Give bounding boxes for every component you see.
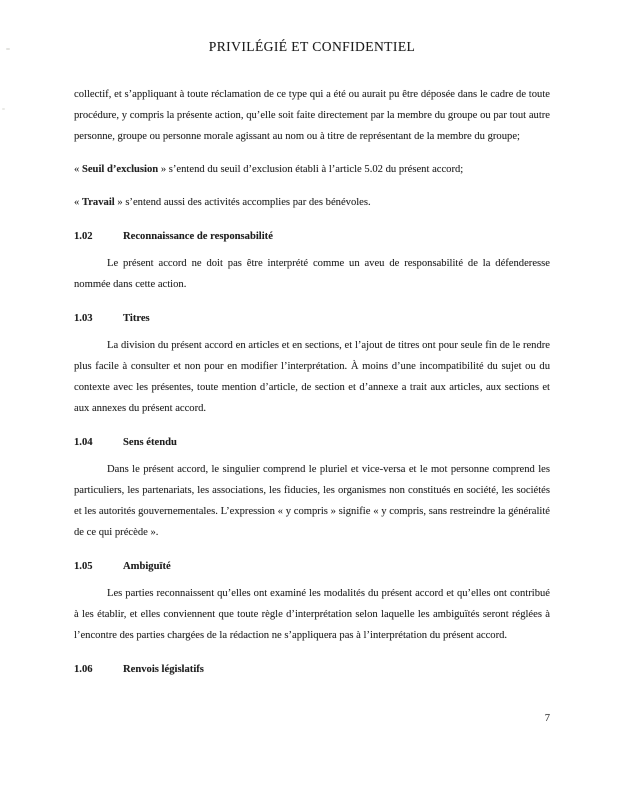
section-number: 1.03: [74, 313, 93, 324]
continuation-paragraph: collectif, et s’appliquant à toute réclamation de ce type qui a été ou aurait pu être déposée dans le cadre de toute procédure, y compris la présente action, qu’elle soit faite directement par la membre du groupe ou par tout autre personne, groupe ou personne morale agissant au nom ou à titre de représentant de la membre du groupe;: [74, 89, 550, 142]
section-1-03: [74, 308, 550, 419]
section-body: Le présent accord ne doit pas être interprété comme un aveu de responsabilité de la défenderesse nommée dans cette action.: [74, 258, 550, 290]
section-1-02: [74, 226, 550, 295]
definition-seuil-exclusion: [74, 159, 550, 180]
section-title: Ambiguïté: [123, 561, 171, 572]
section-1-05: [74, 556, 550, 646]
section-number: 1.02: [74, 231, 93, 242]
section-title: Renvois législatifs: [123, 664, 204, 675]
definition-open-quote: «: [74, 197, 82, 208]
section-number: 1.06: [74, 664, 93, 675]
definition-travail: [74, 192, 550, 213]
definition-open-quote: «: [74, 164, 82, 175]
section-1-06: [74, 659, 550, 680]
page-number: 7: [544, 713, 550, 724]
definition-text: » s’entend du seuil d’exclusion établi à l’article 5.02 du présent accord;: [158, 164, 464, 175]
page-title: PRIVILÉGIÉ ET CONFIDENTIEL: [208, 39, 416, 54]
section-number: 1.04: [74, 437, 93, 448]
section-heading: [74, 226, 550, 247]
scan-artifact-speck: [2, 108, 5, 110]
section-body: Dans le présent accord, le singulier comprend le pluriel et vice-versa et le mot personne comprend les particuliers, les partenariats, les associations, les fiducies, les organismes non constitués en société, les sociétés et les autorités gouvernementales. L’expression « y compris » signifie « y compris, sans restreindre la généralité de ce qui précède ».: [74, 464, 550, 538]
definition-term: Seuil d’exclusion: [81, 164, 159, 175]
section-title: Sens étendu: [123, 437, 177, 448]
section-body: La division du présent accord en articles et en sections, et l’ajout de titres ont pour seule fin de le rendre plus facile à consulter et non pour en modifier l’interprétation. À moins d’une incompatibilité du sujet ou du contexte avec les présentes, toute mention d’article, de section et d’annexe a trait aux articles, aux sections et aux annexes du présent accord.: [74, 340, 550, 414]
definition-term: Travail: [81, 197, 115, 208]
section-heading: [74, 308, 550, 329]
section-heading: [74, 432, 550, 453]
section-heading: [74, 556, 550, 577]
scan-artifact-speck: [6, 48, 10, 50]
section-title: Reconnaissance de responsabilité: [123, 231, 273, 242]
section-title: Titres: [123, 313, 150, 324]
section-body: Les parties reconnaissent qu’elles ont examiné les modalités du présent accord et qu’elles ont contribué à les établir, et elles conviennent que toute règle d’interprétation selon laquelle les ambiguïtés seront réglées à l’encontre des parties chargées de la rédaction ne s’appliquera pas à l’interprétation du présent accord.: [74, 588, 550, 641]
section-heading: [74, 659, 550, 680]
section-number: 1.05: [74, 561, 93, 572]
section-1-04: [74, 432, 550, 543]
definition-text: » s’entend aussi des activités accomplies par des bénévoles.: [114, 197, 371, 208]
